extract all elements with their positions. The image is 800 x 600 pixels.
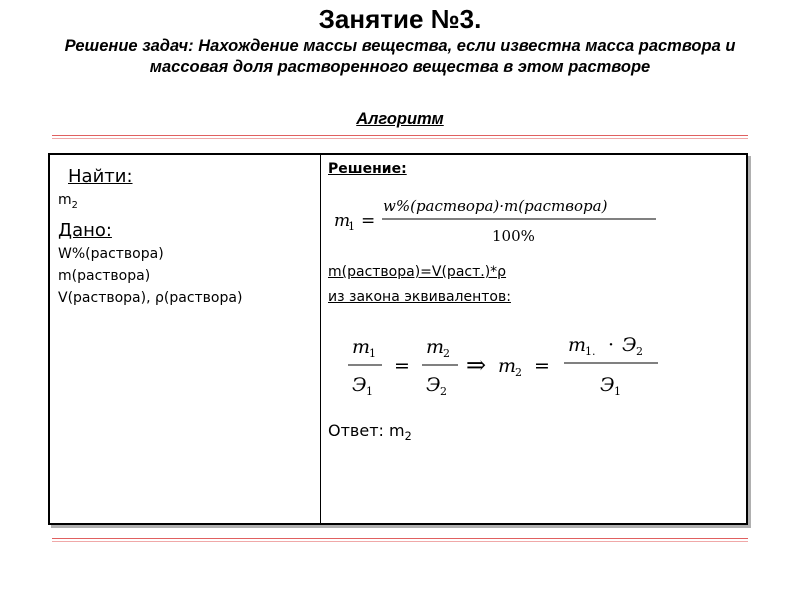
right-column <box>328 161 738 444</box>
f1-denominator: 100% <box>492 227 535 245</box>
f2-m: m <box>426 336 445 358</box>
slide-title: Занятие №3. <box>318 4 482 34</box>
mass-formula <box>334 183 664 253</box>
f2-e: Э <box>600 374 615 396</box>
answer <box>328 421 412 443</box>
f2-m: m <box>568 334 587 356</box>
top-red-rule <box>52 135 748 140</box>
given-item: W%(раствора) <box>58 245 164 262</box>
f1-equals: = <box>361 211 376 231</box>
f2-e: Э <box>622 334 637 356</box>
f1-lhs-sub: 1 <box>348 220 355 233</box>
f1-lhs: m <box>334 211 351 231</box>
f2-arrow: ⇒ <box>466 351 487 379</box>
slide-subtitle: Решение задач: Нахождение массы вещества, если известна масса раствора и массовая доля растворенного вещества в этом растворе <box>64 37 736 76</box>
f2-e: Э <box>352 374 367 396</box>
given-item: V(раствора), ρ(раствора) <box>58 289 243 306</box>
volume-formula: m(раствора)=V(раст.)*ρ <box>328 264 507 280</box>
algorithm-heading: Алгоритм <box>356 110 444 128</box>
algorithm-table <box>48 153 748 525</box>
bottom-red-rule <box>52 538 748 543</box>
f2-sub: 2 <box>515 366 522 379</box>
find-value <box>58 189 313 217</box>
f2-dot: · <box>608 334 615 356</box>
given-item: m(раствора) <box>58 267 151 284</box>
left-column <box>58 165 313 309</box>
f2-sub: 2 <box>440 385 447 398</box>
given-label: Дано: <box>58 219 112 241</box>
equivalents-law: из закона эквивалентов: <box>328 289 511 305</box>
equivalents-formula <box>346 329 686 401</box>
f1-numerator: w%(раствора)·m(раствора) <box>383 197 608 215</box>
f2-sub: 1. <box>585 345 596 358</box>
f2-sub: 1 <box>369 347 376 360</box>
answer-text: Ответ: m <box>328 421 405 440</box>
f2-eq: = <box>534 355 550 377</box>
column-divider <box>320 155 321 523</box>
find-m: m <box>58 192 72 208</box>
f2-sub: 1 <box>366 385 373 398</box>
answer-sub: 2 <box>404 430 412 444</box>
find-label: Найти: <box>68 166 133 187</box>
find-sub: 2 <box>71 199 78 211</box>
solution-label: Решение: <box>328 161 407 177</box>
f2-sub: 1 <box>614 385 621 398</box>
f2-m: m <box>498 355 517 377</box>
f2-m: m <box>352 336 371 358</box>
f2-sub: 2 <box>636 345 643 358</box>
f2-eq: = <box>394 355 410 377</box>
f2-sub: 2 <box>443 347 450 360</box>
f2-e: Э <box>426 374 441 396</box>
